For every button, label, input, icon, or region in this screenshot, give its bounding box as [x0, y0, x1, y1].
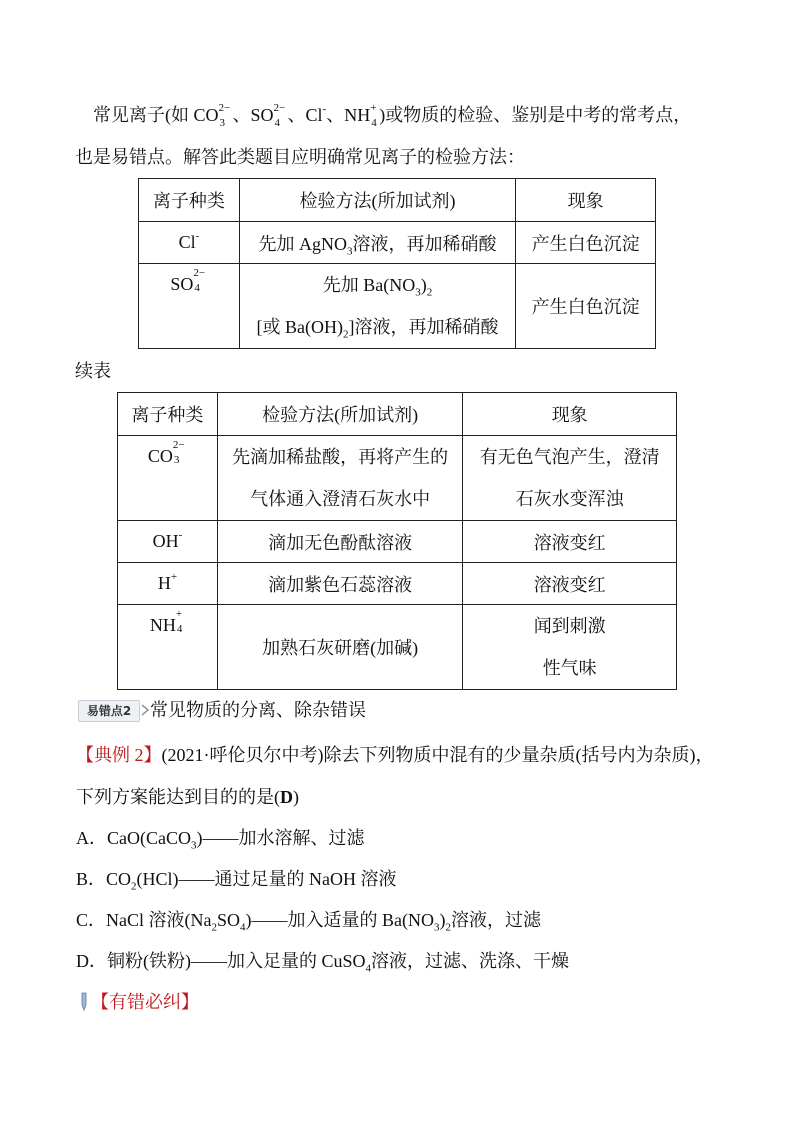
- section-tag-badge: 易错点2: [78, 700, 140, 722]
- answer-letter: D: [280, 787, 293, 807]
- ion-cell: CO 2− 3: [118, 436, 218, 521]
- table-row: [118, 436, 677, 521]
- table2-header-phenomenon: 现象: [463, 393, 677, 436]
- option-b: B．$CO_2(HCl)——$通过足量的 NaOH 溶液: [76, 869, 397, 893]
- ion-cell: NH + 4: [118, 605, 218, 690]
- ion-cell: H+: [118, 563, 218, 605]
- example-stem-line-2: 下列方案能达到目的的是(D): [76, 787, 299, 807]
- table-row: [139, 222, 656, 264]
- method-cell: 先滴加稀盐酸，再将产生的 气体通入澄清石灰水中: [217, 436, 463, 521]
- table1-header-method: 检验方法(所加试剂): [239, 179, 515, 222]
- phenomenon-cell: 有无色气泡产生，澄清 石灰水变浑浊: [463, 436, 677, 521]
- option-a: A．CaO(CaCO$_3$)——加水溶解、过滤: [76, 828, 365, 852]
- ion-cell: SO 2− 4: [139, 264, 240, 349]
- ion-cell: Cl-: [139, 222, 240, 264]
- tag-arrow-icon: [140, 703, 150, 717]
- table1-header-ion: 离子种类: [139, 179, 240, 222]
- table2-header-row: [118, 393, 677, 436]
- method-cell: 先加 AgNO$_3$溶液，再加稀硝酸: [239, 222, 515, 264]
- intro-line-1: 常见离子(如 CO 2− 3 、SO 2− 4 、Cl-、NH + 4 )或物质的检验、鉴别是中考的常考点，: [93, 102, 692, 129]
- table-row: [118, 563, 677, 605]
- method-cell: 加熟石灰研磨(加碱): [217, 605, 463, 690]
- option-d: D．铜粉(铁粉)——加入足量的 CuSO$_4$溶液，过滤、洗涤、干燥: [76, 951, 570, 975]
- ion-test-table-2: [117, 392, 677, 690]
- method-cell: 滴加无色酚酞溶液: [217, 521, 463, 563]
- phenomenon-cell: 产生白色沉淀: [516, 222, 656, 264]
- must-correct-heading: 【有错必纠】: [91, 992, 199, 1013]
- example-label: 【典例 2】: [76, 745, 162, 765]
- table1-header-row: [139, 179, 656, 222]
- table1-header-phenomenon: 现象: [516, 179, 656, 222]
- option-c: C．NaCl 溶液$(Na_2SO_4)——$加入适量的 $Ba(NO_3)_2$溶液，过滤: [76, 910, 541, 934]
- ion-cell: OH-: [118, 521, 218, 563]
- pencil-icon: [79, 992, 89, 1012]
- phenomenon-cell: 溶液变红: [463, 563, 677, 605]
- example-stem-line-1: 【典例 2】(2021·呼伦贝尔中考)除去下列物质中混有的少量杂质(括号内为杂质)，: [76, 745, 714, 765]
- phenomenon-cell: 闻到刺激 性气味: [463, 605, 677, 690]
- ion-test-table-1: [138, 178, 656, 349]
- table2-header-ion: 离子种类: [118, 393, 218, 436]
- table-row: [118, 605, 677, 690]
- table2-header-method: 检验方法(所加试剂): [217, 393, 463, 436]
- continued-label: 续表: [75, 361, 111, 382]
- phenomenon-cell: 溶液变红: [463, 521, 677, 563]
- section-title: 常见物质的分离、除杂错误: [150, 700, 366, 721]
- table-row: [139, 264, 656, 349]
- table-row: [118, 521, 677, 563]
- method-cell: 先加 $Ba(NO_3)_2$ [或 $Ba(OH)_2$]溶液，再加稀硝酸: [239, 264, 515, 349]
- intro-line-2: 也是易错点。解答此类题目应明确常见离子的检验方法：: [75, 147, 525, 168]
- method-cell: 滴加紫色石蕊溶液: [217, 563, 463, 605]
- phenomenon-cell: 产生白色沉淀: [516, 264, 656, 349]
